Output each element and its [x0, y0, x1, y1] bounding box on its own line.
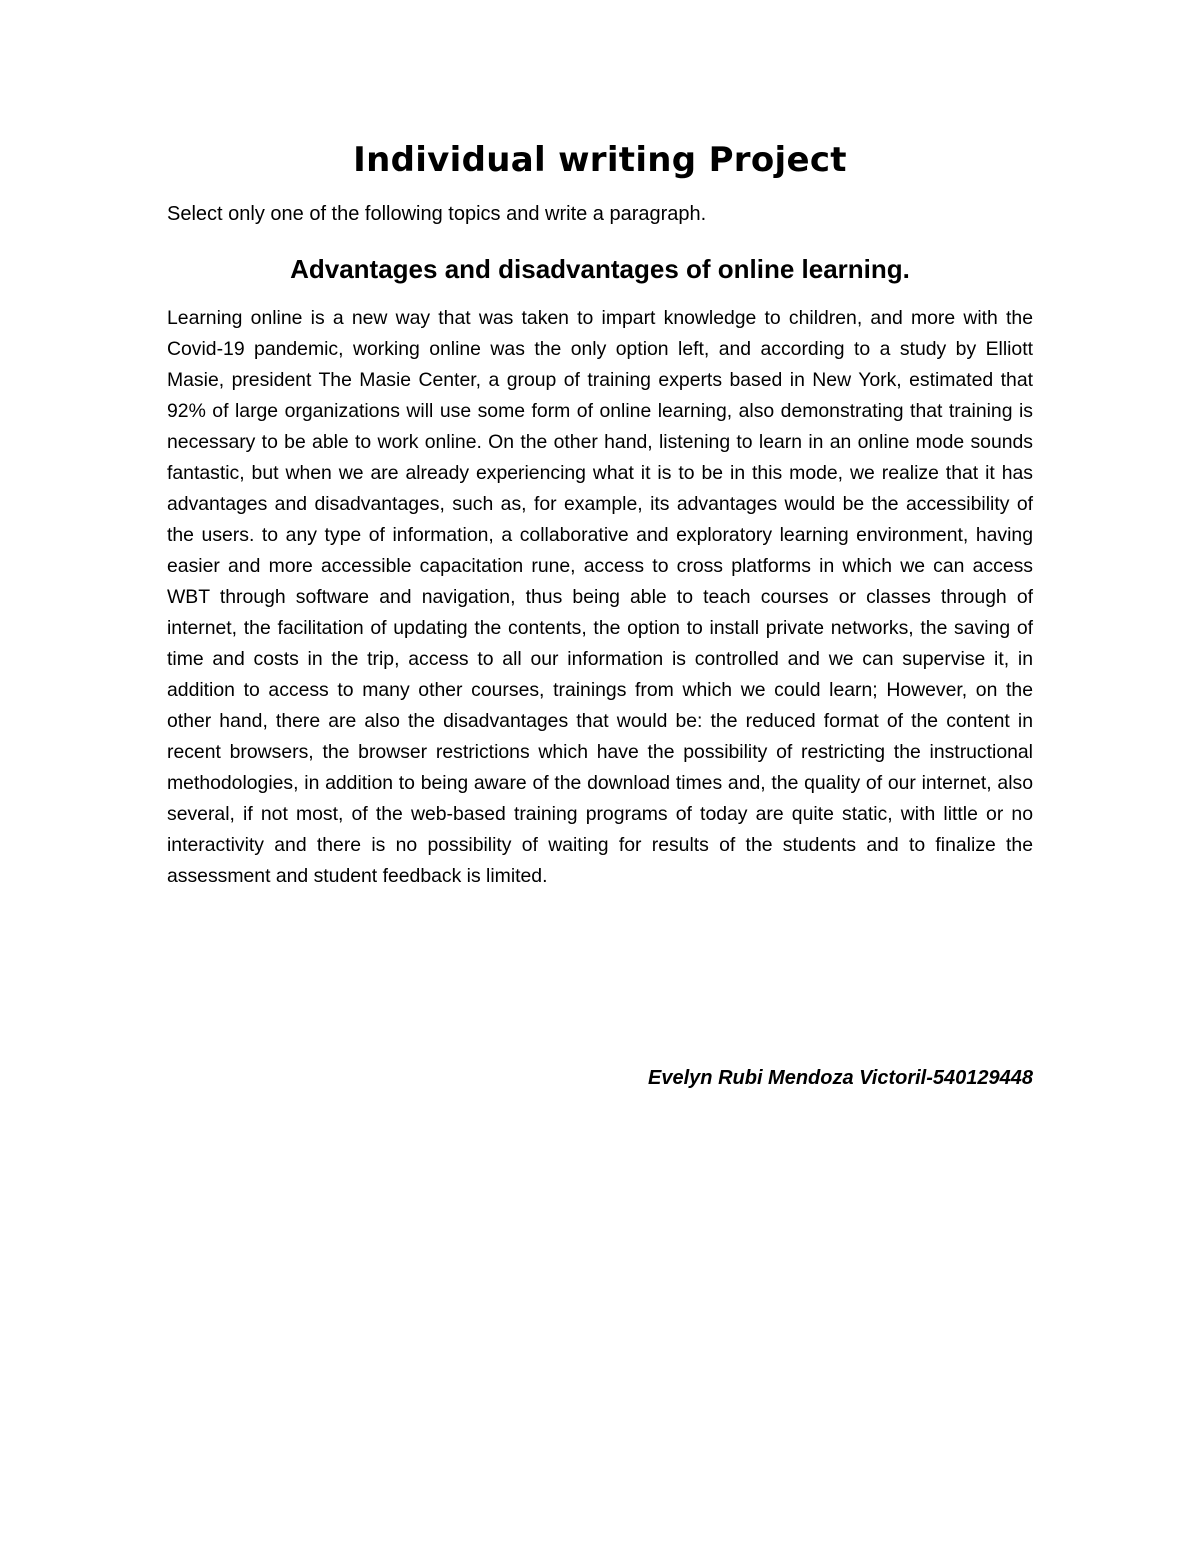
author-signature: Evelyn Rubi Mendoza Victoril-540129448 — [648, 1067, 1033, 1089]
topic-heading: Advantages and disadvantages of online learning. — [290, 254, 910, 284]
document-title: Individual writing Project — [353, 140, 847, 180]
essay-paragraph: Learning online is a new way that was taken to impart knowledge to children, and more with the Covid-19 pandemic, working online was the only option left, and according to a study by Elliott Masie, president The Masie Center, a group of training experts based in New York, estimated that 92% of large organizations will use some form of online learning, also demonstrating that training is necessary to be able to work online. On the other hand, listening to learn in an online mode sounds fantastic, but when we are already experiencing what it is to be in this mode, we realize that it has advantages and disadvantages, such as, for example, its advantages would be the accessibility of the users. to any type of information, a collaborative and exploratory learning environment, having easier and more accessible capacitation rune, access to cross platforms in which we can access WBT through software and navigation, thus being able to teach courses or classes through of internet, the facilitation of updating the contents, the option to install private networks, the saving of time and costs in the trip, access to all our information is controlled and we can supervise it, in addition to access to many other courses, trainings from which we could learn; However, on the other hand, there are also the disadvantages that would be: the reduced format of the content in recent browsers, the browser restrictions which have the possibility of restricting the instructional methodologies, in addition to being aware of the download times and, the quality of our internet, also several, if not most, of the web-based training programs of today are quite static, with little or no interactivity and there is no possibility of waiting for results of the students and to finalize the assessment and student feedback is limited. — [167, 307, 1033, 887]
instruction-text: Select only one of the following topics and write a paragraph. — [167, 203, 707, 225]
